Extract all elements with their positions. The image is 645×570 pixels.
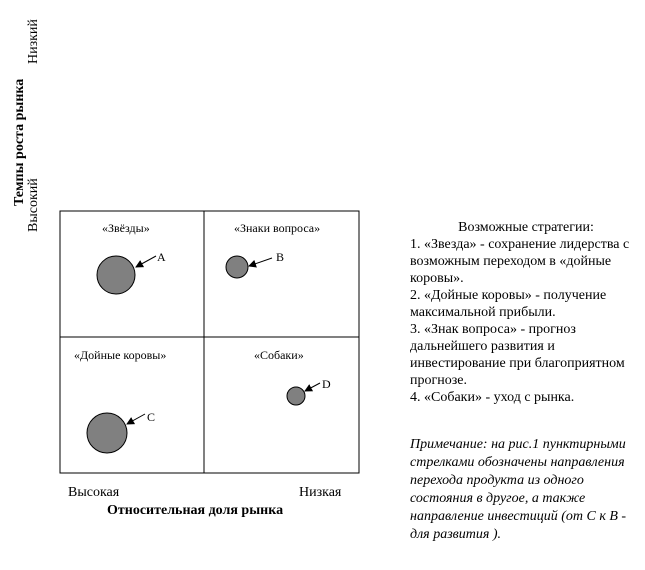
product-d-arrow — [305, 383, 320, 391]
strategy-item: 4. «Собаки» - уход с рынка. — [410, 390, 575, 405]
quadrant-stars-label: «Звёзды» — [102, 221, 150, 235]
strategies-panel — [410, 219, 642, 406]
x-axis-high-label: Высокая — [68, 485, 120, 500]
product-b-bubble — [226, 256, 248, 278]
x-axis-title: Относительная доля рынка — [107, 503, 284, 518]
product-c-bubble — [87, 413, 127, 453]
product-c-arrow — [127, 414, 145, 424]
strategy-item: 2. «Дойные коровы» - получение максимальной прибыли. — [410, 288, 607, 320]
strategy-item: 3. «Знак вопроса» - прогноз дальнейшего развития и инвестирование при благоприятном прогнозе. — [410, 322, 625, 388]
product-c-label: C — [147, 410, 156, 424]
y-axis-title: Темпы роста рынка — [12, 78, 27, 206]
quadrant-question-marks-label: «Знаки вопроса» — [234, 221, 321, 235]
strategies-title: Возможные стратегии: — [458, 220, 594, 235]
product-a-label: A — [157, 250, 166, 264]
note-text: Примечание: на рис.1 пунктирными стрелками обозначены направления перехода продукта из одного состояния в другое, а также направление инвестиций (от С к В - для развития ). — [410, 437, 627, 542]
product-a-bubble — [97, 256, 135, 294]
quadrant-cash-cows-label: «Дойные коровы» — [74, 348, 167, 362]
strategy-item: 1. «Звезда» - сохранение лидерства с возможным переходом в «дойные коровы». — [410, 237, 630, 286]
product-d-label: D — [322, 377, 331, 391]
product-b-label: B — [276, 250, 285, 264]
product-b-arrow — [249, 258, 272, 266]
y-axis-low-label: Низкий — [26, 19, 41, 64]
x-axis-low-label: Низкая — [299, 485, 342, 500]
product-a-arrow — [136, 256, 156, 267]
product-d-bubble — [287, 387, 305, 405]
y-axis-high-label: Высокий — [26, 178, 41, 232]
quadrant-dogs-label: «Собаки» — [254, 348, 304, 362]
